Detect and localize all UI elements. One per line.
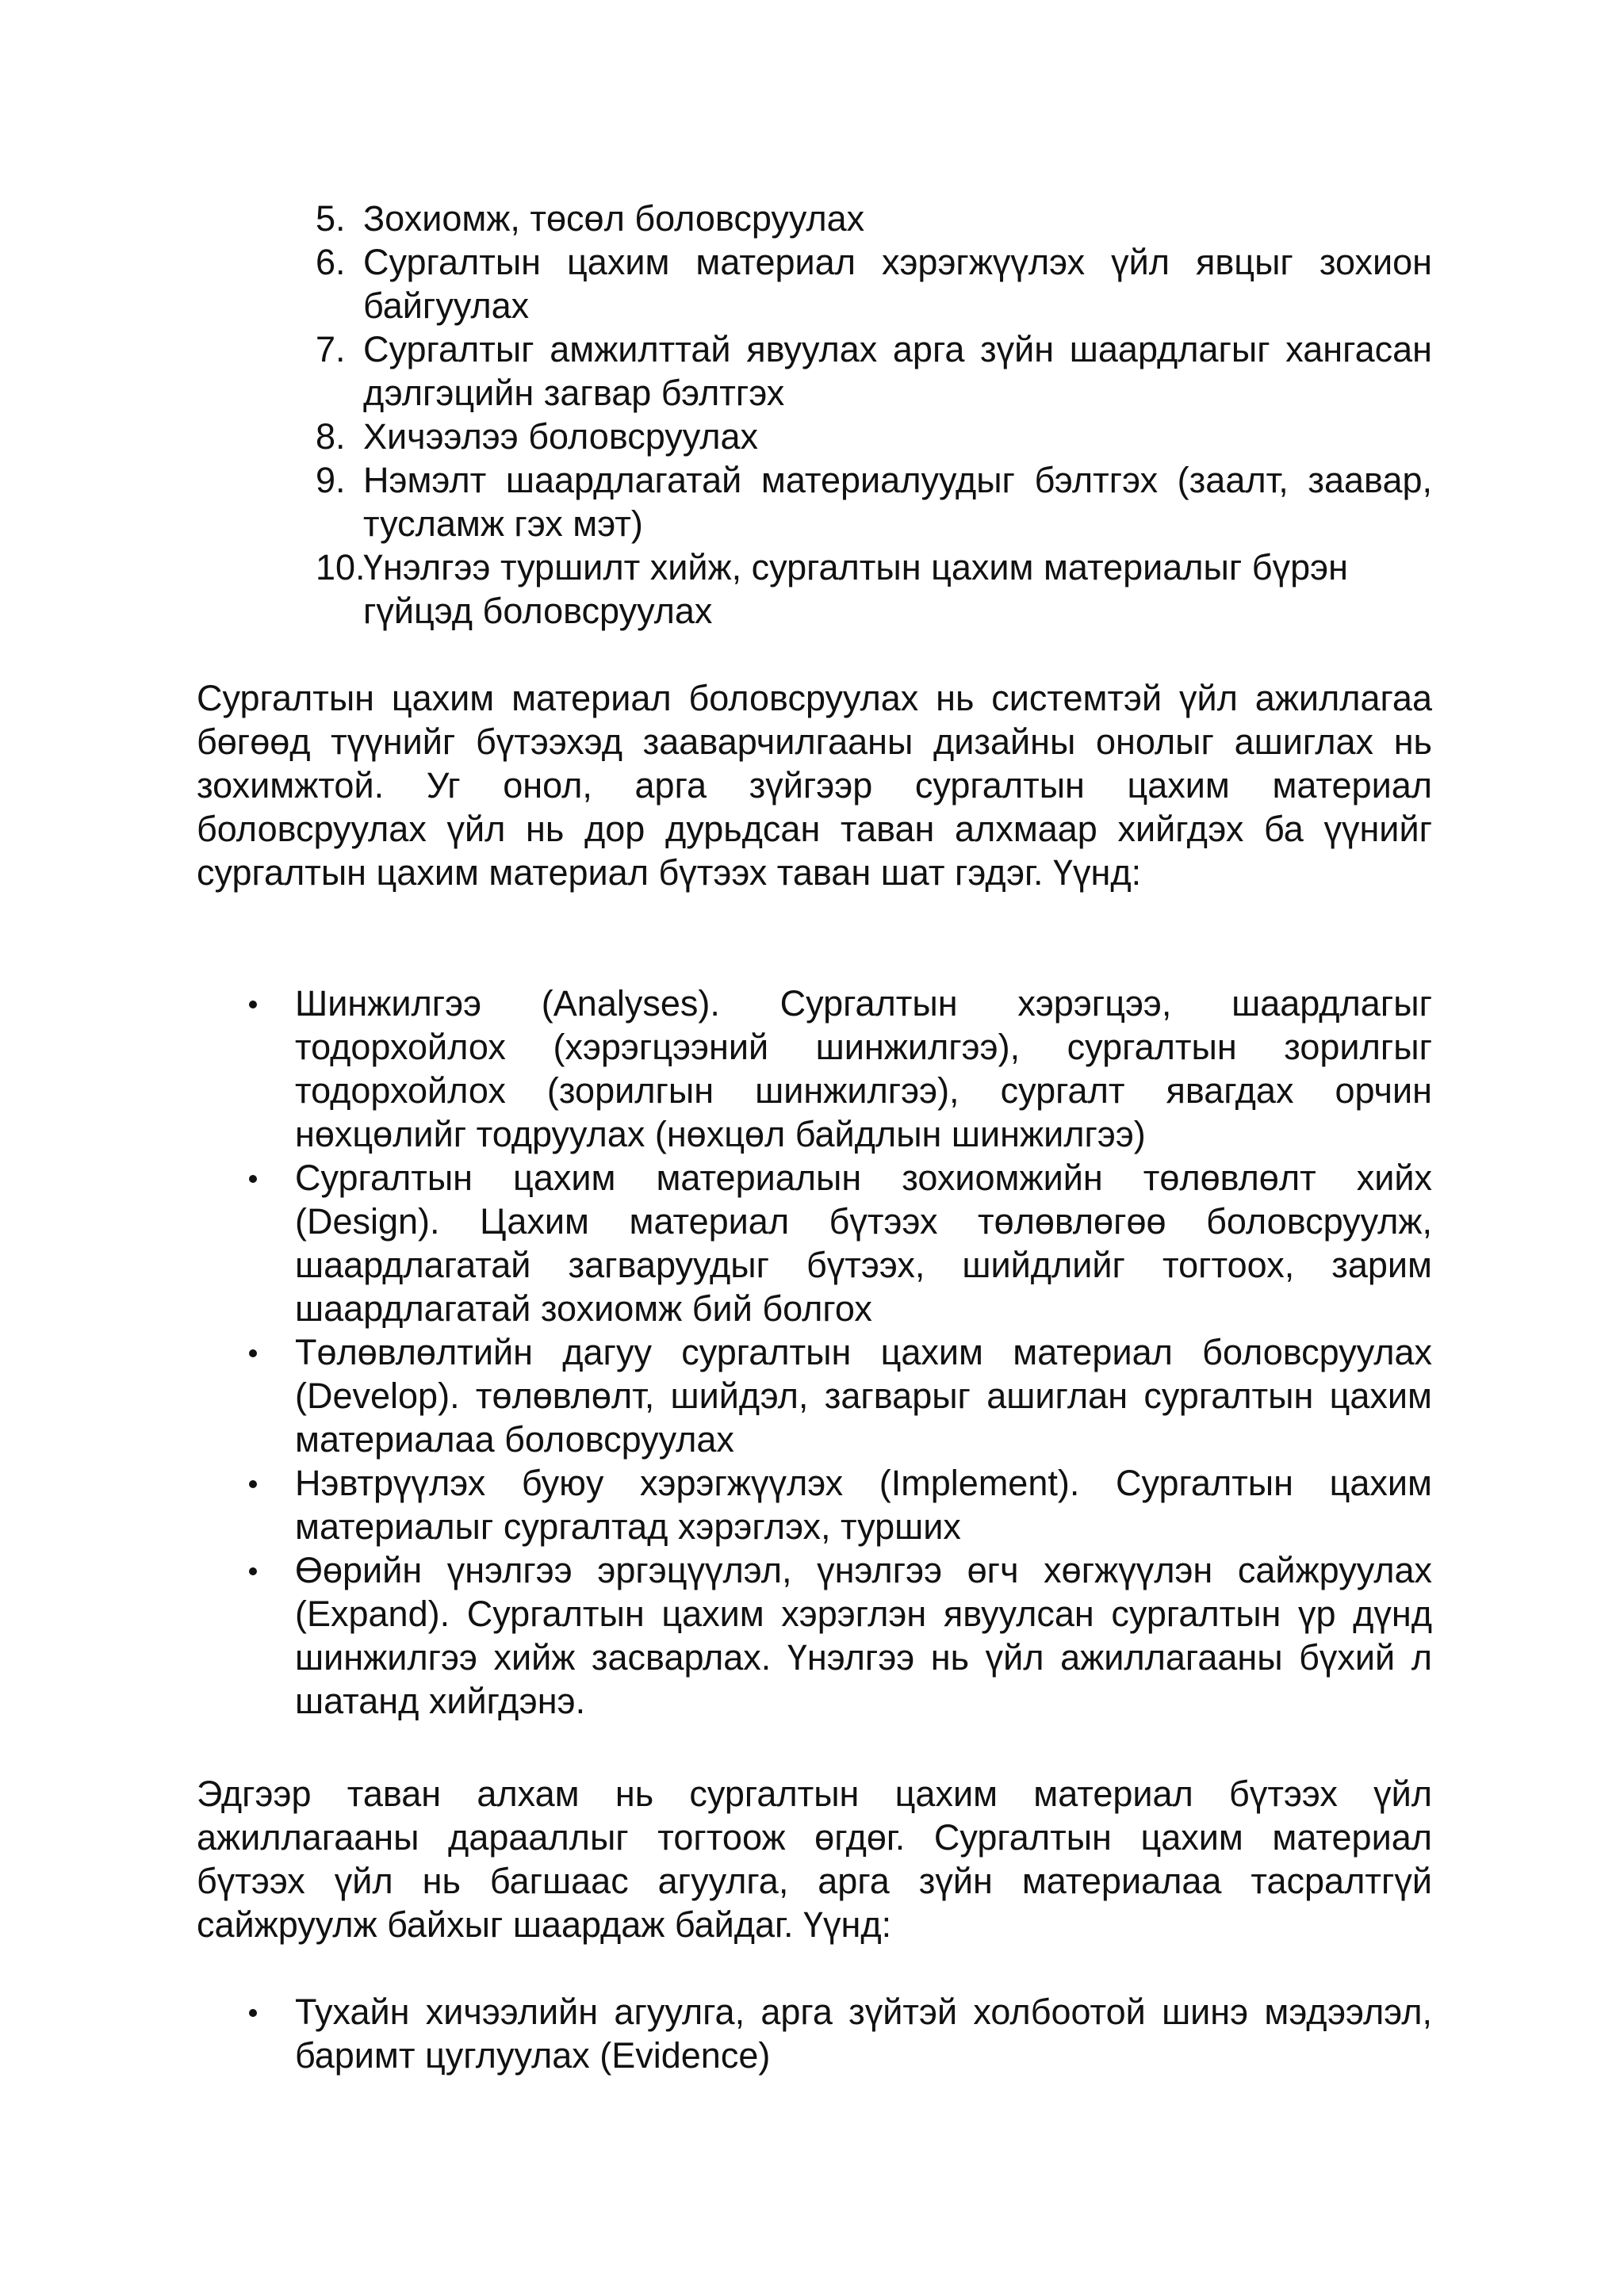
list-item [306, 240, 1432, 327]
list-item [306, 415, 1432, 458]
list-number: 8. [316, 416, 346, 457]
bullet-list-stages [238, 982, 1432, 1723]
list-item [306, 327, 1432, 415]
list-number: 7. [316, 329, 346, 369]
list-item [238, 1330, 1432, 1461]
list-item-text: Тухайн хичээлийн агуулга, арга зүйтэй холбоотой шинэ мэдээлэл, баримт цуглуулах (Evidence) [295, 1992, 1432, 2076]
numbered-list [306, 197, 1432, 633]
list-item-text: Сургалтын цахим материалын зохиомжийн төлөвлөлт хийх (Design). Цахим материал бүтээх төлөвлөгөө боловсруулж, шаардлагатай загваруудыг бүтээх, шийдлийг тогтоох, зарим шаардлагатай зохиомж бий болгох [295, 1158, 1432, 1329]
list-item-text: Нэмэлт шаардлагатай материалуудыг бэлтгэх (заалт, заавар, тусламж гэх мэт) [363, 460, 1432, 544]
paragraph-continuous-improvement: Эдгээр таван алхам нь сургалтын цахим материал бүтээх үйл ажиллагааны дарааллыг тогтоож өгдөг. Сургалтын цахим материал бүтээх үйл нь багшаас агуулга, арга зүйн материалаа тасралтгүй сайжруулж байхыг шаардаж байдаг. Үүнд: [197, 1774, 1432, 1945]
list-item-text: Зохиомж, төсөл боловсруулах [363, 198, 865, 239]
bullet-icon [249, 1349, 257, 1357]
list-item-text: Өөрийн үнэлгээ эргэцүүлэл, үнэлгээ өгч хөгжүүлэн сайжруулах (Expand). Сургалтын цахим хэрэглэн явуулсан сургалтын үр дүнд шинжилгээ хийж засварлах. Үнэлгээ нь үйл ажиллагааны бүхий л шатанд хийгдэнэ. [295, 1550, 1432, 1721]
bullet-icon [249, 2009, 257, 2017]
list-item-text: Хичээлээ боловсруулах [363, 416, 759, 457]
bullet-icon [249, 1567, 257, 1575]
paragraph-five-stages: Сургалтын цахим материал боловсруулах нь системтэй үйл ажиллагаа бөгөөд түүнийг бүтээхэд зааварчилгааны дизайны онолыг ашиглах нь зохимжтой. Уг онол, арга зүйгээр сургалтын цахим материал боловсруулах үйл нь дор дурьдсан таван алхмаар хийгдэх ба үүнийг сургалтын цахим материал бүтээх таван шат гэдэг. Үүнд: [197, 678, 1432, 893]
list-item-text: Үнэлгээ туршилт хийж, сургалтын цахим материалыг бүрэн гүйцэд боловсруулах [363, 547, 1348, 631]
list-item [238, 1461, 1432, 1548]
bullet-icon [249, 1175, 257, 1183]
list-number: 9. [316, 460, 346, 500]
list-number: 6. [316, 242, 346, 282]
bullet-icon [249, 1480, 257, 1488]
bullet-list-evidence [238, 1990, 1432, 2077]
list-item-text: Төлөвлөлтийн дагуу сургалтын цахим материал боловсруулах (Develop). төлөвлөлт, шийдэл, загварыг ашиглан сургалтын цахим материалаа боловсруулах [295, 1332, 1432, 1460]
list-item-text: Сургалтыг амжилттай явуулах арга зүйн шаардлагыг хангасан дэлгэцийн загвар бэлтгэх [363, 329, 1432, 413]
list-item [306, 545, 1432, 633]
list-item [306, 197, 1432, 240]
list-item [238, 1548, 1432, 1723]
list-item-text: Нэвтрүүлэх буюу хэрэгжүүлэх (Implement). Сургалтын цахим материалыг сургалтад хэрэглэх, турших [295, 1463, 1432, 1547]
list-item [306, 458, 1432, 545]
list-item-text: Сургалтын цахим материал хэрэгжүүлэх үйл явцыг зохион байгуулах [363, 242, 1432, 326]
bullet-icon [249, 1001, 257, 1008]
list-item [238, 982, 1432, 1156]
list-number: 10. [316, 547, 366, 587]
list-number: 5. [316, 198, 346, 239]
list-item-text: Шинжилгээ (Analyses). Сургалтын хэрэгцээ, шаардлагыг тодорхойлох (хэрэгцээний шинжилгээ), сургалтын зорилгыг тодорхойлох (зорилгын шинжилгээ), сургалт явагдах орчин нөхцөлийг тодруулах (нөхцөл байдлын шинжилгээ) [295, 983, 1432, 1154]
list-item [238, 1156, 1432, 1330]
list-item [238, 1990, 1432, 2077]
